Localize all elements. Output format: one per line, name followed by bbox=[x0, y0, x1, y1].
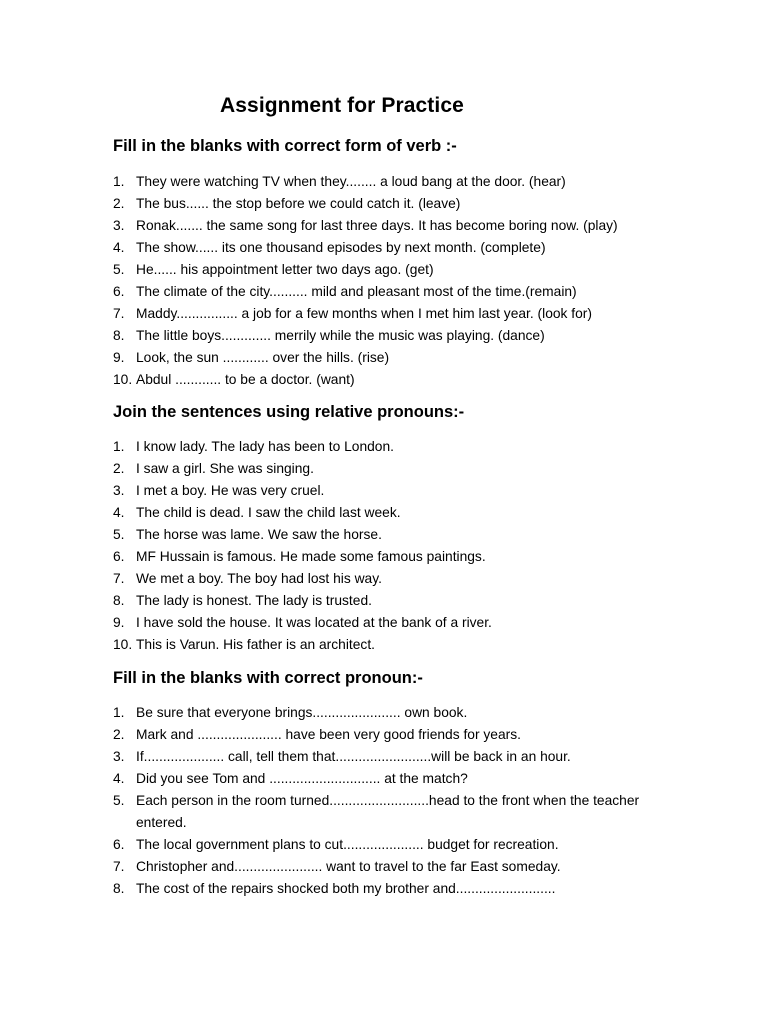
item-text: Each person in the room turned..........................head to the front when the teacher entered. bbox=[136, 793, 640, 830]
list-item bbox=[113, 768, 693, 790]
list-item bbox=[113, 480, 693, 502]
item-text: I know lady. The lady has been to London. bbox=[136, 439, 394, 454]
list-item bbox=[113, 502, 693, 524]
list-item bbox=[113, 834, 693, 856]
item-number: 6. bbox=[113, 549, 125, 564]
item-number: 4. bbox=[113, 240, 125, 255]
item-text: Did you see Tom and ............................. at the match? bbox=[136, 771, 468, 786]
item-number: 7. bbox=[113, 571, 125, 586]
item-number: 9. bbox=[113, 350, 125, 365]
list-item bbox=[113, 237, 693, 259]
item-number: 5. bbox=[113, 793, 125, 808]
item-text: If..................... call, tell them that.........................will be back in an hour. bbox=[136, 749, 571, 764]
list-item bbox=[113, 746, 693, 768]
list-item bbox=[113, 524, 693, 546]
list-item bbox=[113, 215, 693, 237]
item-number: 2. bbox=[113, 727, 125, 742]
list-item bbox=[113, 568, 693, 590]
item-text: MF Hussain is famous. He made some famous paintings. bbox=[136, 549, 486, 564]
list-item bbox=[113, 369, 693, 391]
item-number: 3. bbox=[113, 218, 125, 233]
item-text: I saw a girl. She was singing. bbox=[136, 461, 314, 476]
item-text: The bus...... the stop before we could catch it. (leave) bbox=[136, 196, 461, 211]
item-text: The show...... its one thousand episodes by next month. (complete) bbox=[136, 240, 546, 255]
item-text: The cost of the repairs shocked both my brother and.......................... bbox=[136, 881, 556, 896]
item-number: 5. bbox=[113, 262, 125, 277]
item-number: 2. bbox=[113, 196, 125, 211]
list-item bbox=[113, 259, 693, 281]
item-text: Abdul ............ to be a doctor. (want) bbox=[136, 372, 355, 387]
list-item bbox=[113, 347, 693, 369]
item-number: 10. bbox=[113, 637, 133, 652]
section-heading-relative-pronouns: Join the sentences using relative pronouns:- bbox=[113, 403, 465, 421]
item-text: The climate of the city.......... mild and pleasant most of the time.(remain) bbox=[136, 284, 577, 299]
item-number: 5. bbox=[113, 527, 125, 542]
list-item bbox=[113, 702, 693, 724]
item-number: 8. bbox=[113, 328, 125, 343]
list-item bbox=[113, 325, 693, 347]
list-item bbox=[113, 436, 693, 458]
item-text: I have sold the house. It was located at the bank of a river. bbox=[136, 615, 492, 630]
item-number: 1. bbox=[113, 174, 125, 189]
list-item bbox=[113, 171, 693, 193]
item-number: 7. bbox=[113, 859, 125, 874]
section-heading-verb-forms: Fill in the blanks with correct form of verb :- bbox=[113, 137, 457, 155]
pronouns-list bbox=[113, 702, 693, 900]
list-item bbox=[113, 303, 693, 325]
item-text: I met a boy. He was very cruel. bbox=[136, 483, 325, 498]
list-item bbox=[113, 634, 693, 656]
item-number: 6. bbox=[113, 837, 125, 852]
item-number: 9. bbox=[113, 615, 125, 630]
item-text: The local government plans to cut..................... budget for recreation. bbox=[136, 837, 559, 852]
item-number: 1. bbox=[113, 439, 125, 454]
item-text: Look, the sun ............ over the hills. (rise) bbox=[136, 350, 390, 365]
item-number: 8. bbox=[113, 881, 125, 896]
item-number: 7. bbox=[113, 306, 125, 321]
item-text: We met a boy. The boy had lost his way. bbox=[136, 571, 382, 586]
item-text: They were watching TV when they........ a loud bang at the door. (hear) bbox=[136, 174, 566, 189]
item-number: 1. bbox=[113, 705, 125, 720]
list-item bbox=[113, 878, 693, 900]
item-text: Be sure that everyone brings....................... own book. bbox=[136, 705, 468, 720]
item-text: He...... his appointment letter two days ago. (get) bbox=[136, 262, 434, 277]
page-title: Assignment for Practice bbox=[220, 94, 464, 117]
item-text: Maddy................ a job for a few months when I met him last year. (look for) bbox=[136, 306, 592, 321]
item-text: The horse was lame. We saw the horse. bbox=[136, 527, 382, 542]
list-item bbox=[113, 458, 693, 480]
list-item bbox=[113, 612, 693, 634]
list-item bbox=[113, 546, 693, 568]
item-number: 10. bbox=[113, 372, 133, 387]
list-item bbox=[113, 590, 693, 612]
item-text: This is Varun. His father is an architect. bbox=[136, 637, 375, 652]
list-item bbox=[113, 193, 693, 215]
list-item bbox=[113, 281, 693, 303]
item-number: 8. bbox=[113, 593, 125, 608]
item-number: 3. bbox=[113, 483, 125, 498]
section-heading-pronouns: Fill in the blanks with correct pronoun:- bbox=[113, 669, 423, 687]
item-number: 4. bbox=[113, 505, 125, 520]
item-text: The lady is honest. The lady is trusted. bbox=[136, 593, 372, 608]
item-text: Mark and ...................... have been very good friends for years. bbox=[136, 727, 521, 742]
item-number: 3. bbox=[113, 749, 125, 764]
item-number: 6. bbox=[113, 284, 125, 299]
item-text: Christopher and....................... want to travel to the far East someday. bbox=[136, 859, 561, 874]
verb-forms-list bbox=[113, 171, 693, 391]
item-number: 4. bbox=[113, 771, 125, 786]
relative-pronouns-list bbox=[113, 436, 693, 656]
item-text: Ronak....... the same song for last three days. It has become boring now. (play) bbox=[136, 218, 618, 233]
list-item bbox=[113, 856, 693, 878]
list-item bbox=[113, 724, 693, 746]
list-item bbox=[113, 790, 693, 834]
item-text: The child is dead. I saw the child last week. bbox=[136, 505, 401, 520]
item-text: The little boys............. merrily while the music was playing. (dance) bbox=[136, 328, 545, 343]
item-number: 2. bbox=[113, 461, 125, 476]
